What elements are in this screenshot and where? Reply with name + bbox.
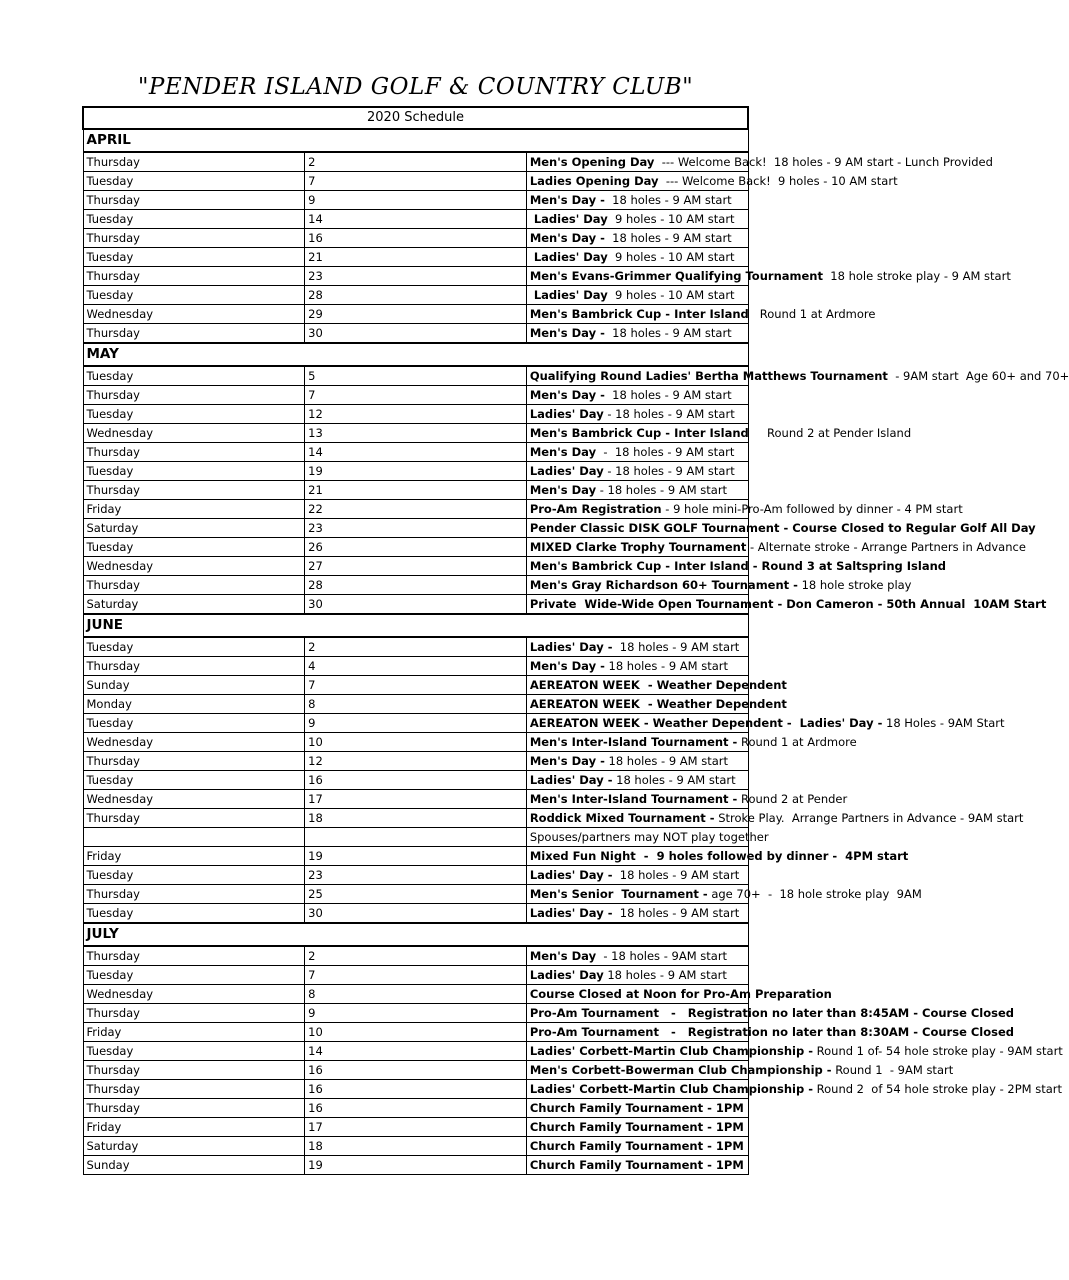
schedule-row xyxy=(83,809,748,828)
event-cell xyxy=(526,324,748,344)
event-details: Spouses/partners may NOT play together xyxy=(529,830,769,844)
day-cell: Friday xyxy=(83,1023,305,1042)
event-details: Stroke Play. Arrange Partners in Advance - 9AM start xyxy=(714,811,1024,825)
schedule-row xyxy=(83,538,748,557)
event-details: 9 holes - 10 AM start xyxy=(607,250,735,264)
event-title: Roddick Mixed Tournament - xyxy=(529,811,715,825)
event-title: AEREATON WEEK - Weather Dependent xyxy=(529,678,787,692)
event-cell xyxy=(526,443,748,462)
day-cell: Thursday xyxy=(83,885,305,904)
schedule-row xyxy=(83,714,748,733)
date-cell: 30 xyxy=(305,904,527,924)
event-details: 18 hole stroke play xyxy=(797,578,912,592)
event-details: - 18 holes - 9AM start xyxy=(596,949,728,963)
event-details: 18 holes - 9 AM start xyxy=(603,968,727,982)
schedule-row xyxy=(83,1023,748,1042)
date-cell: 28 xyxy=(305,286,527,305)
event-title: Men's Day - xyxy=(529,193,605,207)
event-title: Ladies' Day xyxy=(529,464,604,478)
event-title: Men's Inter-Island Tournament - xyxy=(529,735,738,749)
month-header: MAY xyxy=(83,343,748,366)
event-title: Church Family Tournament - 1PM xyxy=(529,1101,744,1115)
day-cell: Saturday xyxy=(83,595,305,615)
day-cell: Wednesday xyxy=(83,733,305,752)
date-cell: 19 xyxy=(305,847,527,866)
day-cell: Thursday xyxy=(83,191,305,210)
day-cell: Tuesday xyxy=(83,538,305,557)
event-title: Men's Day - xyxy=(529,326,605,340)
schedule-row xyxy=(83,752,748,771)
date-cell: 14 xyxy=(305,1042,527,1061)
event-cell xyxy=(526,576,912,595)
event-cell xyxy=(526,676,787,695)
date-cell: 5 xyxy=(305,366,527,386)
date-cell: 2 xyxy=(305,946,527,966)
schedule-row xyxy=(83,885,748,904)
schedule-row xyxy=(83,676,748,695)
date-cell: 26 xyxy=(305,538,527,557)
event-title: AEREATON WEEK - Weather Dependent xyxy=(529,697,787,711)
date-cell: 7 xyxy=(305,676,527,695)
schedule-row xyxy=(83,462,748,481)
date-cell: 10 xyxy=(305,733,527,752)
day-cell: Sunday xyxy=(83,1156,305,1175)
event-cell xyxy=(526,885,922,904)
day-cell: Thursday xyxy=(83,443,305,462)
schedule-row xyxy=(83,946,748,966)
day-cell: Tuesday xyxy=(83,248,305,267)
date-cell: 23 xyxy=(305,267,527,286)
schedule-row xyxy=(83,985,748,1004)
day-cell: Wednesday xyxy=(83,305,305,324)
date-cell: 17 xyxy=(305,1118,527,1137)
schedule-row xyxy=(83,405,748,424)
event-title: Ladies' Day - xyxy=(529,906,613,920)
day-cell: Thursday xyxy=(83,946,305,966)
date-cell: 18 xyxy=(305,1137,527,1156)
schedule-row xyxy=(83,1042,748,1061)
date-cell: 30 xyxy=(305,595,527,615)
schedule-row xyxy=(83,657,748,676)
event-cell xyxy=(526,809,1024,828)
event-cell xyxy=(526,500,963,519)
day-cell: Thursday xyxy=(83,152,305,172)
date-cell: 23 xyxy=(305,866,527,885)
schedule-subtitle-row xyxy=(83,107,748,129)
event-title: Men's Day - xyxy=(529,388,605,402)
event-title: Men's Evans-Grimmer Qualifying Tournament xyxy=(529,269,823,283)
date-cell: 16 xyxy=(305,1061,527,1080)
event-title: Men's Inter-Island Tournament - xyxy=(529,792,738,806)
date-cell: 13 xyxy=(305,424,527,443)
day-cell: Wednesday xyxy=(83,424,305,443)
event-cell xyxy=(526,1080,1063,1099)
date-cell: 8 xyxy=(305,695,527,714)
schedule-row xyxy=(83,1004,748,1023)
date-cell: 9 xyxy=(305,714,527,733)
event-cell xyxy=(526,557,947,576)
schedule-row xyxy=(83,248,748,267)
date-cell: 16 xyxy=(305,1099,527,1118)
day-cell: Tuesday xyxy=(83,405,305,424)
event-cell xyxy=(526,1023,1015,1042)
schedule-row xyxy=(83,695,748,714)
schedule-row xyxy=(83,847,748,866)
schedule-row xyxy=(83,191,748,210)
schedule-row xyxy=(83,424,748,443)
event-title: Qualifying Round Ladies' Bertha Matthews Tournament xyxy=(529,369,888,383)
event-title: Men's Bambrick Cup - Inter Island - Round 3 at Saltspring Island xyxy=(529,559,947,573)
schedule-row xyxy=(83,637,748,657)
event-details: 18 holes - 9 AM start xyxy=(612,773,736,787)
schedule-row xyxy=(83,305,748,324)
date-cell: 30 xyxy=(305,324,527,344)
event-title: Pro-Am Tournament - Registration no later than 8:30AM - Course Closed xyxy=(529,1025,1015,1039)
event-title: Men's Senior Tournament - xyxy=(529,887,708,901)
date-cell: 16 xyxy=(305,1080,527,1099)
date-cell: 7 xyxy=(305,172,527,191)
day-cell: Wednesday xyxy=(83,985,305,1004)
date-cell: 17 xyxy=(305,790,527,809)
date-cell: 14 xyxy=(305,443,527,462)
event-cell xyxy=(526,714,1005,733)
event-title: Mixed Fun Night - 9 holes followed by dinner - 4PM start xyxy=(529,849,909,863)
schedule-row xyxy=(83,519,748,538)
event-details: Round 2 of 54 hole stroke play - 2PM start xyxy=(812,1082,1063,1096)
day-cell: Tuesday xyxy=(83,966,305,985)
date-cell: 7 xyxy=(305,386,527,405)
event-title: Men's Opening Day xyxy=(529,155,655,169)
date-cell xyxy=(305,828,527,847)
event-cell xyxy=(526,1156,748,1175)
event-cell xyxy=(526,366,1069,386)
event-cell xyxy=(526,1004,1015,1023)
schedule-row xyxy=(83,771,748,790)
event-cell xyxy=(526,1137,748,1156)
event-details: - 9 hole mini-Pro-Am followed by dinner - 4 PM start xyxy=(661,502,963,516)
event-title: Ladies' Day xyxy=(529,968,604,982)
day-cell: Thursday xyxy=(83,1061,305,1080)
day-cell: Tuesday xyxy=(83,172,305,191)
event-cell xyxy=(526,481,748,500)
event-cell xyxy=(526,904,748,924)
date-cell: 14 xyxy=(305,210,527,229)
month-header: JULY xyxy=(83,923,748,946)
date-cell: 18 xyxy=(305,809,527,828)
day-cell: Saturday xyxy=(83,519,305,538)
date-cell: 21 xyxy=(305,481,527,500)
date-cell: 23 xyxy=(305,519,527,538)
schedule-row xyxy=(83,443,748,462)
event-cell xyxy=(526,946,748,966)
schedule-body xyxy=(83,107,1069,1175)
day-cell: Saturday xyxy=(83,1137,305,1156)
schedule-row xyxy=(83,595,748,615)
event-title: Private Wide-Wide Open Tournament - Don Cameron - 50th Annual 10AM Start xyxy=(529,597,1047,611)
schedule-row xyxy=(83,1061,748,1080)
day-cell: Friday xyxy=(83,847,305,866)
event-details: 18 holes - 9 AM start xyxy=(612,640,740,654)
event-details: - 9AM start Age 60+ and 70+ xyxy=(887,369,1069,383)
day-cell: Tuesday xyxy=(83,714,305,733)
event-details: 18 holes - 9 AM start xyxy=(604,659,729,673)
event-title: Men's Day - xyxy=(529,659,605,673)
event-cell xyxy=(526,657,748,676)
event-title: Men's Bambrick Cup - Inter Island xyxy=(529,426,749,440)
event-details: Round 2 at Pender xyxy=(737,792,848,806)
date-cell: 19 xyxy=(305,1156,527,1175)
date-cell: 2 xyxy=(305,637,527,657)
page-title: "PENDER ISLAND GOLF & COUNTRY CLUB" xyxy=(137,74,694,100)
date-cell: 2 xyxy=(305,152,527,172)
event-title: Ladies' Corbett-Martin Club Championship - xyxy=(529,1044,813,1058)
event-details: 18 holes - 9 AM start xyxy=(604,231,732,245)
day-cell: Thursday xyxy=(83,1080,305,1099)
event-title: Ladies' Day xyxy=(529,407,604,421)
event-cell xyxy=(526,191,748,210)
event-details: 18 hole stroke play - 9 AM start xyxy=(822,269,1011,283)
event-cell xyxy=(526,405,748,424)
event-details: Round 1 at Ardmore xyxy=(748,307,876,321)
event-title: Ladies' Corbett-Martin Club Championship - xyxy=(529,1082,813,1096)
schedule-row xyxy=(83,286,748,305)
day-cell: Thursday xyxy=(83,481,305,500)
date-cell: 28 xyxy=(305,576,527,595)
schedule-row xyxy=(83,229,748,248)
event-cell xyxy=(526,538,1026,557)
event-title: Ladies' Day - xyxy=(529,640,613,654)
event-title: Men's Day - xyxy=(529,231,605,245)
day-cell: Tuesday xyxy=(83,366,305,386)
day-cell: Monday xyxy=(83,695,305,714)
date-cell: 12 xyxy=(305,752,527,771)
event-cell xyxy=(526,771,748,790)
date-cell: 9 xyxy=(305,1004,527,1023)
date-cell: 16 xyxy=(305,771,527,790)
schedule-row xyxy=(83,1099,748,1118)
event-cell xyxy=(526,305,876,324)
date-cell: 16 xyxy=(305,229,527,248)
day-cell: Tuesday xyxy=(83,1042,305,1061)
month-header: JUNE xyxy=(83,614,748,637)
schedule-row xyxy=(83,210,748,229)
day-cell: Friday xyxy=(83,500,305,519)
event-cell xyxy=(526,790,848,809)
event-details: --- Welcome Back! 9 holes - 10 AM start xyxy=(658,174,898,188)
month-header: APRIL xyxy=(83,129,748,152)
event-cell xyxy=(526,462,748,481)
event-details: 18 Holes - 9AM Start xyxy=(882,716,1005,730)
event-title: Pro-Am Registration xyxy=(529,502,662,516)
day-cell: Thursday xyxy=(83,1004,305,1023)
schedule-row xyxy=(83,1137,748,1156)
event-details: 18 holes - 9 AM start xyxy=(604,388,732,402)
event-details: 18 holes - 9 AM start xyxy=(612,868,740,882)
event-cell xyxy=(526,286,748,305)
event-details: - 18 holes - 9 AM start xyxy=(603,464,735,478)
event-title: Ladies' Day xyxy=(529,288,608,302)
event-title: Pro-Am Tournament - Registration no later than 8:45AM - Course Closed xyxy=(529,1006,1015,1020)
day-cell: Thursday xyxy=(83,324,305,344)
event-title: AEREATON WEEK - Weather Dependent - Ladies' Day - xyxy=(529,716,883,730)
date-cell: 8 xyxy=(305,985,527,1004)
event-details: 18 holes - 9 AM start xyxy=(612,906,740,920)
event-details: 18 holes - 9 AM start xyxy=(604,193,732,207)
date-cell: 19 xyxy=(305,462,527,481)
event-cell xyxy=(526,695,787,714)
event-cell xyxy=(526,866,748,885)
event-cell xyxy=(526,424,912,443)
event-title: Men's Corbett-Bowerman Club Championship - xyxy=(529,1063,832,1077)
event-title: Ladies' Day xyxy=(529,250,608,264)
event-cell xyxy=(526,267,1011,286)
event-details: Round 1 of- 54 hole stroke play - 9AM start xyxy=(812,1044,1063,1058)
day-cell: Sunday xyxy=(83,676,305,695)
day-cell: Thursday xyxy=(83,386,305,405)
event-cell xyxy=(526,966,748,985)
event-cell xyxy=(526,847,909,866)
schedule-row xyxy=(83,733,748,752)
event-cell xyxy=(526,733,857,752)
month-header-row xyxy=(83,129,748,152)
schedule-row xyxy=(83,481,748,500)
event-title: Course Closed at Noon for Pro-Am Preparation xyxy=(529,987,832,1001)
event-title: MIXED Clarke Trophy Tournament xyxy=(529,540,747,554)
schedule-row xyxy=(83,324,748,344)
day-cell: Tuesday xyxy=(83,286,305,305)
event-cell xyxy=(526,828,769,847)
day-cell: Thursday xyxy=(83,657,305,676)
day-cell: Thursday xyxy=(83,576,305,595)
event-cell xyxy=(526,1099,748,1118)
day-cell: Thursday xyxy=(83,1099,305,1118)
event-cell xyxy=(526,248,748,267)
event-title: Men's Day xyxy=(529,483,597,497)
event-cell xyxy=(526,172,898,191)
day-cell: Thursday xyxy=(83,267,305,286)
event-details: Round 1 at Ardmore xyxy=(737,735,857,749)
schedule-subtitle: 2020 Schedule xyxy=(83,107,748,129)
event-title: Men's Day xyxy=(529,949,597,963)
day-cell: Thursday xyxy=(83,809,305,828)
event-details: - Alternate stroke - Arrange Partners in Advance xyxy=(746,540,1026,554)
day-cell: Wednesday xyxy=(83,790,305,809)
event-title: Men's Gray Richardson 60+ Tournament - xyxy=(529,578,798,592)
event-title: Church Family Tournament - 1PM xyxy=(529,1120,744,1134)
day-cell: Tuesday xyxy=(83,904,305,924)
event-details: Round 2 at Pender Island xyxy=(748,426,912,440)
event-details: - 18 holes - 9 AM start xyxy=(596,483,728,497)
event-title: Pender Classic DISK GOLF Tournament - Course Closed to Regular Golf All Day xyxy=(529,521,1036,535)
schedule-row xyxy=(83,1156,748,1175)
date-cell: 4 xyxy=(305,657,527,676)
schedule-row xyxy=(83,1118,748,1137)
event-title: Ladies' Day - xyxy=(529,868,613,882)
event-title: Men's Bambrick Cup - Inter Island xyxy=(529,307,749,321)
event-details: 18 holes - 9 AM start xyxy=(604,326,732,340)
event-details: 9 holes - 10 AM start xyxy=(607,288,735,302)
event-cell xyxy=(526,752,748,771)
event-cell xyxy=(526,210,748,229)
event-details: - 18 holes - 9 AM start xyxy=(603,407,735,421)
schedule-row xyxy=(83,557,748,576)
date-cell: 29 xyxy=(305,305,527,324)
event-cell xyxy=(526,637,748,657)
date-cell: 9 xyxy=(305,191,527,210)
schedule-row xyxy=(83,152,748,172)
event-title: Men's Day - xyxy=(529,754,605,768)
day-cell: Tuesday xyxy=(83,771,305,790)
event-title: Ladies Opening Day xyxy=(529,174,659,188)
day-cell: Wednesday xyxy=(83,557,305,576)
day-cell: Tuesday xyxy=(83,210,305,229)
schedule-row xyxy=(83,904,748,924)
schedule-row xyxy=(83,790,748,809)
event-details: - 18 holes - 9 AM start xyxy=(596,445,735,459)
day-cell: Thursday xyxy=(83,229,305,248)
day-cell xyxy=(83,828,305,847)
event-cell xyxy=(526,519,1036,538)
event-details: 9 holes - 10 AM start xyxy=(607,212,735,226)
month-header-row xyxy=(83,614,748,637)
schedule-row xyxy=(83,366,748,386)
month-header-row xyxy=(83,923,748,946)
date-cell: 10 xyxy=(305,1023,527,1042)
event-title: Church Family Tournament - 1PM xyxy=(529,1139,744,1153)
event-title: Church Family Tournament - 1PM xyxy=(529,1158,744,1172)
event-cell xyxy=(526,985,832,1004)
date-cell: 25 xyxy=(305,885,527,904)
day-cell: Tuesday xyxy=(83,866,305,885)
event-details: age 70+ - 18 hole stroke play 9AM xyxy=(707,887,922,901)
event-cell xyxy=(526,1042,1063,1061)
day-cell: Thursday xyxy=(83,752,305,771)
schedule-row xyxy=(83,500,748,519)
schedule-row xyxy=(83,172,748,191)
event-cell xyxy=(526,1061,954,1080)
date-cell: 21 xyxy=(305,248,527,267)
schedule-row xyxy=(83,386,748,405)
event-cell xyxy=(526,386,748,405)
event-title: Ladies' Day xyxy=(529,212,608,226)
schedule-row xyxy=(83,267,748,286)
schedule-row xyxy=(83,1080,748,1099)
event-cell xyxy=(526,229,748,248)
event-details: --- Welcome Back! 18 holes - 9 AM start - Lunch Provided xyxy=(654,155,993,169)
event-cell xyxy=(526,152,993,172)
event-cell xyxy=(526,1118,748,1137)
month-header-row xyxy=(83,343,748,366)
schedule-table xyxy=(82,106,1069,1175)
schedule-row xyxy=(83,576,748,595)
date-cell: 7 xyxy=(305,966,527,985)
date-cell: 22 xyxy=(305,500,527,519)
event-title: Ladies' Day - xyxy=(529,773,613,787)
schedule-row xyxy=(83,828,748,847)
date-cell: 27 xyxy=(305,557,527,576)
day-cell: Tuesday xyxy=(83,462,305,481)
event-title: Men's Day xyxy=(529,445,597,459)
day-cell: Tuesday xyxy=(83,637,305,657)
schedule-row xyxy=(83,866,748,885)
day-cell: Friday xyxy=(83,1118,305,1137)
schedule-row xyxy=(83,966,748,985)
event-cell xyxy=(526,595,1047,615)
date-cell: 12 xyxy=(305,405,527,424)
event-details: 18 holes - 9 AM start xyxy=(604,754,729,768)
event-details: Round 1 - 9AM start xyxy=(831,1063,954,1077)
